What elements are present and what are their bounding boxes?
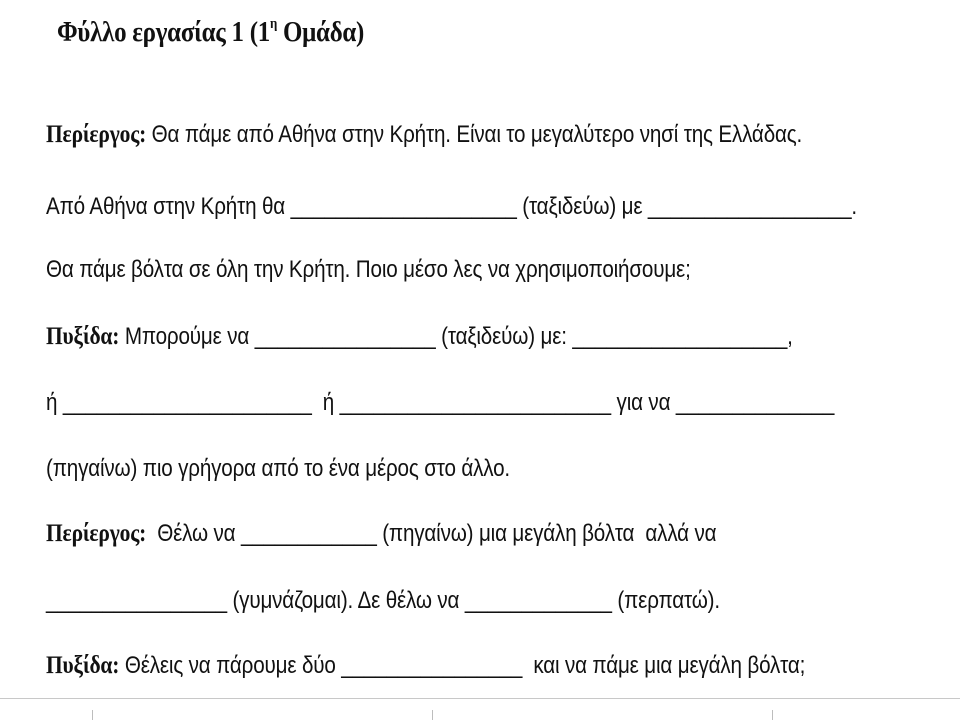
dialogue-line-7 [46, 520, 716, 548]
title-superscript: η [269, 16, 278, 32]
dialogue-line-3 [46, 256, 691, 284]
line-text: Θα πάμε από Αθήνα στην Κρήτη. Είναι το μεγαλύτερο νησί της Ελλάδας. [146, 121, 803, 148]
speaker-label: Περίεργος: [46, 121, 147, 148]
column-tick [772, 710, 773, 720]
line-text: Μπορούμε να ________________ (ταξιδεύω) με: ___________________, [119, 323, 793, 350]
dialogue-line-1 [46, 121, 802, 149]
speaker-label: Πυξίδα: [46, 652, 120, 679]
dialogue-line-5 [46, 389, 834, 417]
line-text: (πηγαίνω) πιο γρήγορα από το ένα μέρος στο άλλο. [46, 455, 510, 482]
line-text: Θέλω να ____________ (πηγαίνω) μια μεγάλη βόλτα αλλά να [146, 520, 717, 547]
column-tick [92, 710, 93, 720]
line-text: ________________ (γυμνάζομαι). Δε θέλω να _____________ (περπατώ). [46, 587, 720, 614]
dialogue-line-2 [46, 193, 857, 221]
title-main: Φύλλο εργασίας 1 (1 [57, 16, 270, 48]
dialogue-line-9 [46, 652, 805, 680]
dialogue-line-4 [46, 323, 793, 351]
line-text: Θα πάμε βόλτα σε όλη την Κρήτη. Ποιο μέσο λες να χρησιμοποιήσουμε; [46, 256, 691, 283]
column-tick [432, 710, 433, 720]
worksheet-title [57, 16, 364, 49]
line-text: ή ______________________ ή ________________________ για να ______________ [46, 389, 835, 416]
dialogue-line-8 [46, 587, 720, 615]
dialogue-line-6 [46, 455, 510, 483]
title-tail: Ομάδα) [277, 16, 365, 48]
speaker-label: Περίεργος: [46, 520, 147, 547]
line-text: Από Αθήνα στην Κρήτη θα ____________________ (ταξιδεύω) με __________________. [46, 193, 858, 220]
page-bottom-divider [0, 698, 960, 699]
line-text: Θέλεις να πάρουμε δύο ________________ και να πάμε μια μεγάλη βόλτα; [119, 652, 806, 679]
speaker-label: Πυξίδα: [46, 323, 120, 350]
